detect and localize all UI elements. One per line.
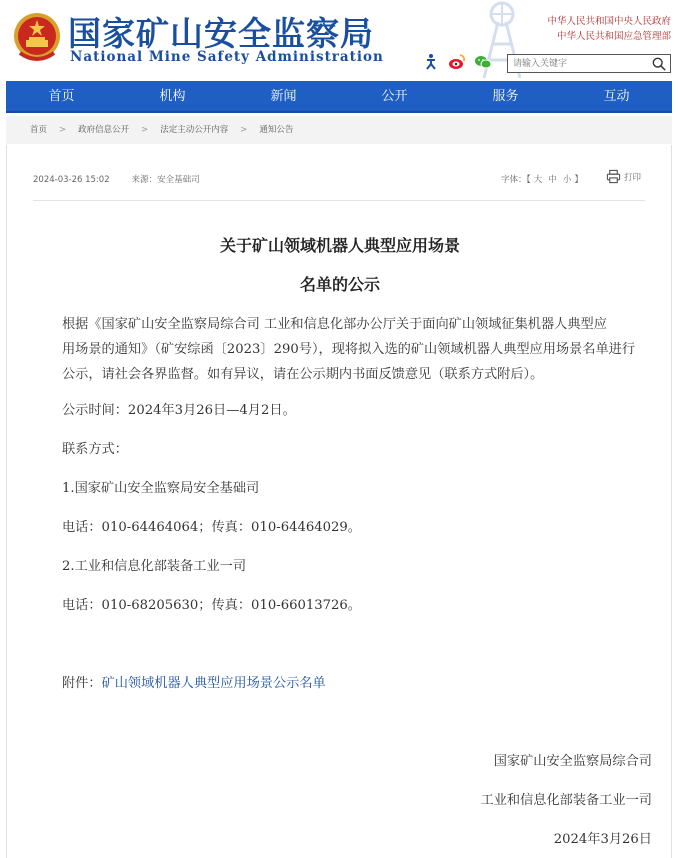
attachment-label: 附件： bbox=[62, 676, 102, 691]
nav-item-disclosure[interactable]: 公开 bbox=[381, 89, 408, 104]
search-input[interactable] bbox=[508, 55, 648, 72]
font-size-large[interactable]: 大 bbox=[533, 175, 543, 185]
breadcrumb-gov-info[interactable]: 政府信息公开 bbox=[78, 125, 130, 135]
site-title-en: National Mine Safety Administration bbox=[70, 49, 384, 65]
signatory-1: 国家矿山安全监察局综合司 bbox=[493, 754, 652, 769]
meta-divider bbox=[33, 200, 645, 201]
nav-item-organization[interactable]: 机构 bbox=[159, 89, 186, 104]
article-title-line1: 关于矿山领域机器人典型应用场景 bbox=[219, 236, 460, 255]
main-nav bbox=[6, 81, 672, 113]
breadcrumb-statutory[interactable]: 法定主动公开内容 bbox=[160, 125, 229, 135]
contact2-phone: 电话：010-68205630；传真：010-66013726。 bbox=[62, 598, 361, 613]
intro-line: 用场景的通知》（矿安综函〔2023〕290号），现将拟入选的矿山领域机器人典型应用场景名单进行 bbox=[62, 342, 636, 357]
font-size-medium[interactable]: 中 bbox=[548, 175, 557, 185]
contact1-phone: 电话：010-64464064；传真：010-64464029。 bbox=[62, 520, 361, 535]
gov-link-emergency[interactable]: 中华人民共和国应急管理部 bbox=[556, 31, 671, 42]
intro-paragraph bbox=[62, 312, 652, 387]
contact-heading: 联系方式： bbox=[62, 442, 128, 457]
intro-line: 根据《国家矿山安全监察局综合司 工业和信息化部办公厅关于面向矿山领域征集机器人典型应 bbox=[62, 317, 607, 332]
breadcrumb-home[interactable]: 首页 bbox=[30, 125, 48, 135]
breadcrumb-notices[interactable]: 通知公告 bbox=[259, 125, 294, 135]
search-icon bbox=[652, 57, 666, 71]
printer-icon bbox=[606, 169, 621, 184]
gov-links bbox=[547, 14, 671, 44]
font-size-small[interactable]: 小 bbox=[562, 175, 572, 185]
breadcrumb-separator: > bbox=[240, 125, 248, 135]
national-emblem-icon bbox=[12, 9, 62, 65]
site-header bbox=[0, 0, 680, 80]
attachment bbox=[62, 674, 652, 694]
nav-item-home[interactable]: 首页 bbox=[48, 89, 75, 104]
weibo-icon[interactable] bbox=[448, 53, 466, 71]
article-meta bbox=[33, 173, 200, 185]
print-label: 打印 bbox=[624, 172, 642, 183]
nav-item-interaction[interactable]: 互动 bbox=[603, 89, 630, 104]
accessibility-icon[interactable] bbox=[422, 53, 440, 71]
gov-link-central[interactable]: 中华人民共和国中央人民政府 bbox=[547, 16, 671, 27]
wechat-icon[interactable] bbox=[474, 53, 492, 71]
attachment-link[interactable]: 矿山领域机器人典型应用场景公示名单 bbox=[101, 676, 326, 691]
nav-item-news[interactable]: 新闻 bbox=[270, 89, 297, 104]
source-label: 来源： bbox=[131, 175, 158, 185]
print-button[interactable] bbox=[606, 169, 641, 184]
breadcrumb bbox=[6, 116, 672, 144]
social-icons bbox=[422, 53, 492, 71]
breadcrumb-separator: > bbox=[59, 125, 67, 135]
nav-item-services[interactable]: 服务 bbox=[492, 89, 519, 104]
intro-line: 公示，请社会各界监督。如有异议，请在公示期内书面反馈意见（联系方式附后）。 bbox=[62, 367, 544, 382]
sign-date: 2024年3月26日 bbox=[553, 832, 652, 847]
contact2-org: 2.工业和信息化部装备工业一司 bbox=[62, 559, 247, 574]
search-button[interactable] bbox=[648, 55, 670, 72]
site-title-cn: 国家矿山安全监察局 bbox=[68, 14, 374, 53]
breadcrumb-separator: > bbox=[141, 125, 149, 135]
font-size-switcher bbox=[501, 173, 583, 185]
source-value: 安全基础司 bbox=[157, 175, 200, 185]
signatory-2: 工业和信息化部装备工业一司 bbox=[480, 793, 652, 808]
search-box bbox=[507, 54, 671, 73]
font-size-bracket-close: 】 bbox=[574, 175, 583, 185]
font-size-label: 字体： bbox=[501, 175, 527, 185]
article-title-line2: 名单的公示 bbox=[299, 275, 380, 294]
publish-date: 2024-03-26 15:02 bbox=[33, 175, 110, 185]
contact1-org: 1.国家矿山安全监察局安全基础司 bbox=[62, 481, 260, 496]
notice-period: 公示时间：2024年3月26日—4月2日。 bbox=[62, 403, 296, 418]
font-size-bracket-open: 【 bbox=[526, 175, 531, 185]
